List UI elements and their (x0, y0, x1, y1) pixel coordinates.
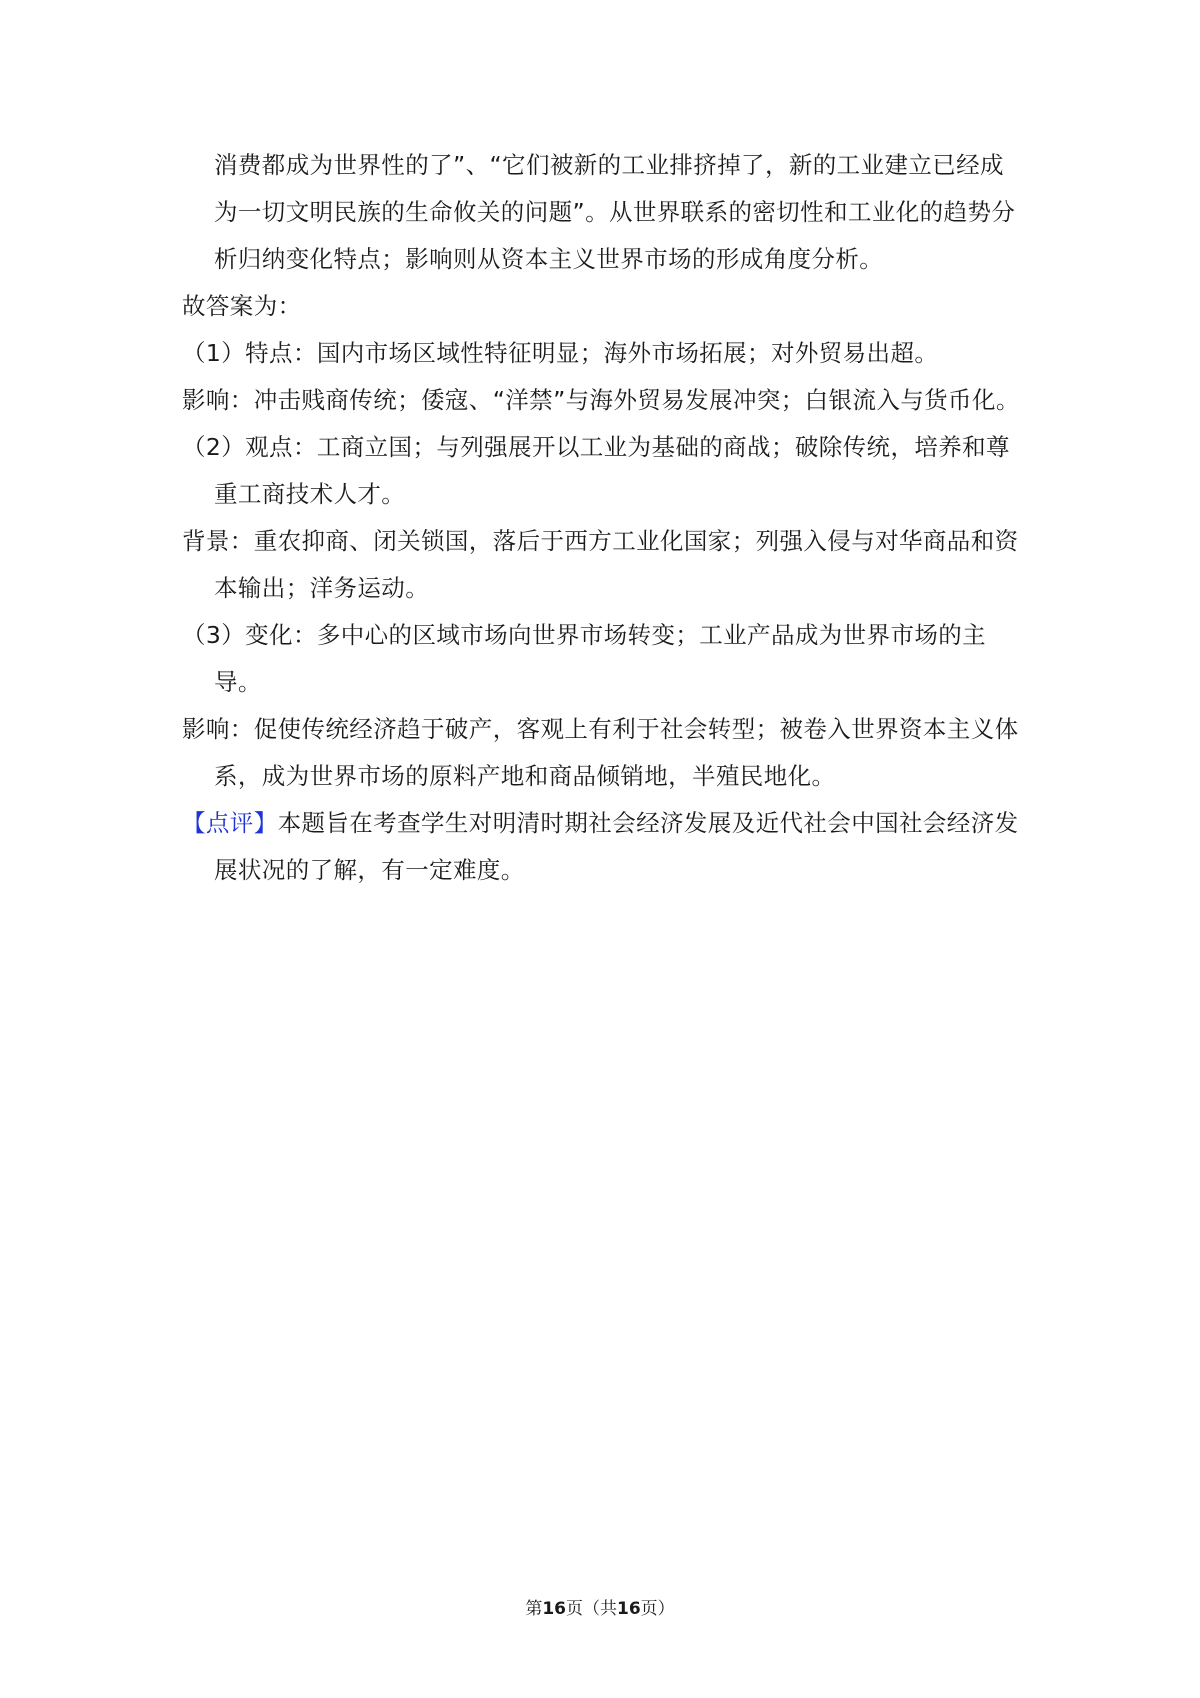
footer-mid: 页（共 (566, 1599, 617, 1619)
paragraph-part3-change: （3）变化：多中心的区域市场向世界市场转变；工业产品成为世界市场的主导。 (182, 621, 987, 696)
footer-page-number: 16 (542, 1599, 566, 1619)
paragraph-part2-viewpoint: （2）观点：工商立国；与列强展开以工业为基础的商战；破除传统，培养和尊重工商技术人才。 (182, 433, 1010, 508)
comment-tag: 【点评】 (182, 809, 278, 837)
comment-text: 本题旨在考查学生对明清时期社会经济发展及近代社会中国社会经济发展状况的了解，有一定难度。 (214, 809, 1019, 884)
paragraph-part2-background: 背景：重农抑商、闭关锁国，落后于西方工业化国家；列强入侵与对华商品和资本输出；洋务运动。 (182, 527, 1019, 602)
footer-total-pages: 16 (617, 1599, 641, 1619)
paragraph-part1-features: （1）特点：国内市场区域性特征明显；海外市场拓展；对外贸易出超。 (182, 339, 939, 367)
paragraph-comment (182, 800, 1027, 894)
answer-content (182, 142, 1027, 894)
footer-suffix: 页） (640, 1599, 675, 1619)
paragraph-part3-impact: 影响：促使传统经济趋于破产，客观上有利于社会转型；被卷入世界资本主义体系，成为世界市场的原料产地和商品倾销地，半殖民地化。 (182, 715, 1019, 790)
paragraph-analysis: 消费都成为世界性的了”、“它们被新的工业排挤掉了，新的工业建立已经成为一切文明民族的生命攸关的问题”。从世界联系的密切性和工业化的趋势分析归纳变化特点；影响则从资本主义世界市场的形成角度分析。 (214, 151, 1016, 273)
paragraph-part1-impact: 影响：冲击贱商传统；倭寇、“洋禁”与海外贸易发展冲突；白银流入与货币化。 (182, 386, 1020, 414)
page-footer (0, 1594, 1200, 1619)
footer-prefix: 第 (525, 1599, 543, 1619)
paragraph-answer-intro: 故答案为： (182, 292, 302, 320)
